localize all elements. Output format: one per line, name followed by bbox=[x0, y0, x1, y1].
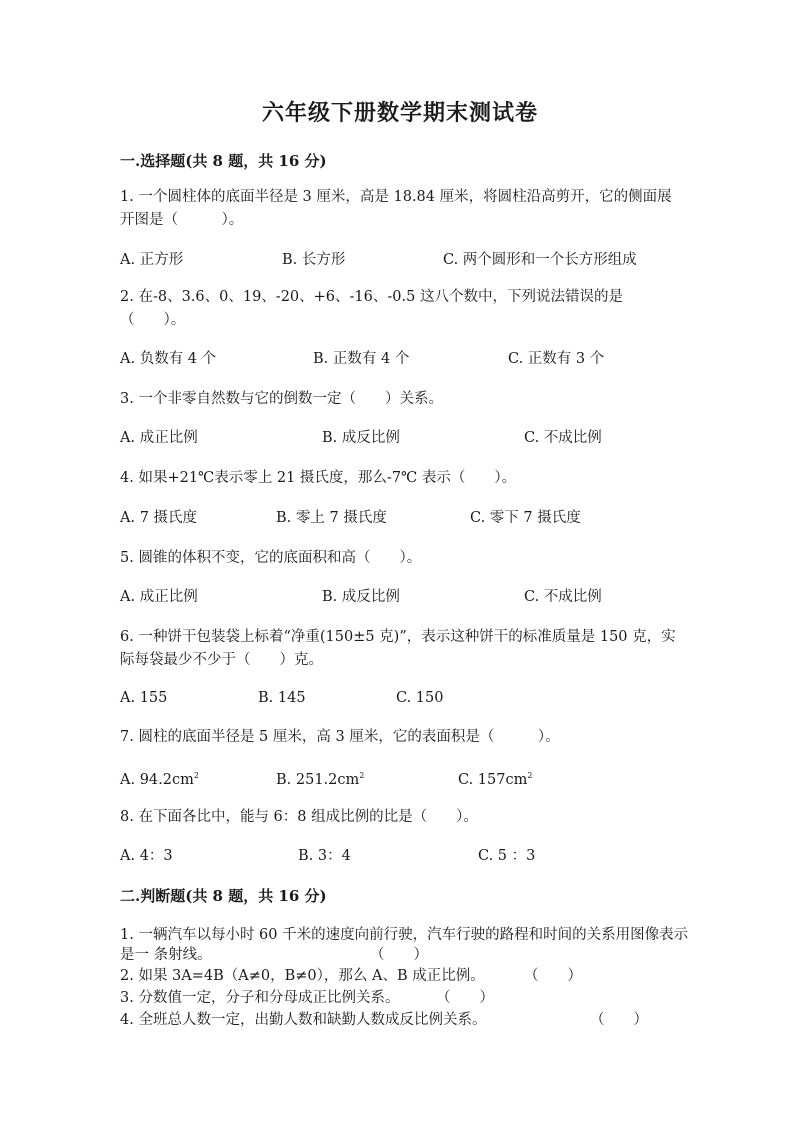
q2-option-c: C. 正数有 3 个 bbox=[508, 351, 605, 367]
unit-superscript: 2 bbox=[527, 771, 533, 780]
answer-blank: （ ） bbox=[370, 947, 428, 963]
q7-option-b: B. $251.2cm^2$ bbox=[276, 771, 365, 788]
q8-option-b: B. 3：4 bbox=[298, 848, 351, 864]
judge-item-2 bbox=[120, 966, 690, 986]
answer-blank: （ ） bbox=[524, 968, 582, 984]
judge-item-1 bbox=[120, 925, 690, 969]
q5-option-c: C. 不成比例 bbox=[524, 589, 602, 605]
q6-option-c: C. 150 bbox=[396, 690, 444, 706]
q7-option-a: A. $94.2cm^2$ bbox=[120, 771, 199, 788]
judge-item-2-text: 2. 如果 3A=4B（A≠0，B≠0），那么 A、B 成正比例。 bbox=[120, 968, 485, 984]
unit-superscript: 2 bbox=[359, 771, 365, 780]
q4-option-c: C. 零下 7 摄氏度 bbox=[470, 510, 581, 526]
question-4: 4. 如果+21℃表示零上 21 摄氏度，那么-7℃ 表示（ ）。 bbox=[120, 470, 517, 486]
q2-option-a: A. 负数有 4 个 bbox=[120, 351, 217, 367]
answer-blank: （ ） bbox=[590, 1012, 648, 1028]
q8-option-a: A. 4：3 bbox=[120, 848, 173, 864]
question-2: 2. 在-8、3.6、0、19、-20、+6、-16、-0.5 这八个数中，下列说法错误的是（ ）。 bbox=[120, 289, 623, 328]
q6-option-a: A. 155 bbox=[120, 690, 168, 706]
q7-option-c: C. $157cm^2$ bbox=[458, 771, 533, 788]
unit-superscript: 2 bbox=[193, 771, 199, 780]
section-heading-choice: 一.选择题(共 8 题，共 16 分) bbox=[120, 152, 327, 170]
q3-option-a: A. 成正比例 bbox=[120, 430, 198, 446]
q4-option-b: B. 零上 7 摄氏度 bbox=[276, 510, 387, 526]
judge-item-4 bbox=[120, 1010, 690, 1030]
question-8: 8. 在下面各比中，能与 6：8 组成比例的比是（ ）。 bbox=[120, 809, 478, 825]
q1-option-c: C. 两个圆形和一个长方形组成 bbox=[443, 252, 637, 268]
q3-option-c: C. 不成比例 bbox=[524, 430, 602, 446]
q3-option-b: B. 成反比例 bbox=[322, 430, 400, 446]
question-5: 5. 圆锥的体积不变，它的底面积和高（ ）。 bbox=[120, 550, 422, 566]
judge-item-3-text: 3. 分数值一定，分子和分母成正比例关系。 bbox=[120, 990, 400, 1006]
question-1: 1. 一个圆柱体的底面半径是 3 厘米，高是 18.84 厘米，将圆柱沿高剪开，它的侧面展开图是（ ）。 bbox=[120, 189, 672, 228]
question-7: 7. 圆柱的底面半径是 5 厘米，高 3 厘米，它的表面积是（ ）。 bbox=[120, 729, 560, 745]
q8-option-c: C. 5 ：3 bbox=[478, 848, 536, 864]
question-3: 3. 一个非零自然数与它的倒数一定（ ）关系。 bbox=[120, 391, 443, 407]
q1-option-b: B. 长方形 bbox=[282, 252, 346, 268]
q6-option-b: B. 145 bbox=[258, 690, 306, 706]
q1-option-a: A. 正方形 bbox=[120, 252, 184, 268]
judge-item-3 bbox=[120, 988, 690, 1008]
judge-item-4-text: 4. 全班总人数一定，出勤人数和缺勤人数成反比例关系。 bbox=[120, 1012, 487, 1028]
question-6: 6. 一种饼干包装袋上标着“净重(150±5 克)”，表示这种饼干的标准质量是 150 克，实际每袋最少不少于（ ）克。 bbox=[120, 629, 676, 668]
page-title: 六年级下册数学期末测试卷 bbox=[261, 100, 538, 126]
q4-option-a: A. 7 摄氏度 bbox=[120, 510, 198, 526]
q5-option-a: A. 成正比例 bbox=[120, 589, 198, 605]
section-heading-judgement: 二.判断题(共 8 题，共 16 分) bbox=[120, 887, 327, 905]
q2-option-b: B. 正数有 4 个 bbox=[313, 351, 410, 367]
q5-option-b: B. 成反比例 bbox=[322, 589, 400, 605]
judge-item-1-text: 1. 一辆汽车以每小时 60 千米的速度向前行驶，汽车行驶的路程和时间的关系用图像表示是一 条射线。 bbox=[120, 927, 689, 963]
answer-blank: （ ） bbox=[436, 990, 494, 1006]
